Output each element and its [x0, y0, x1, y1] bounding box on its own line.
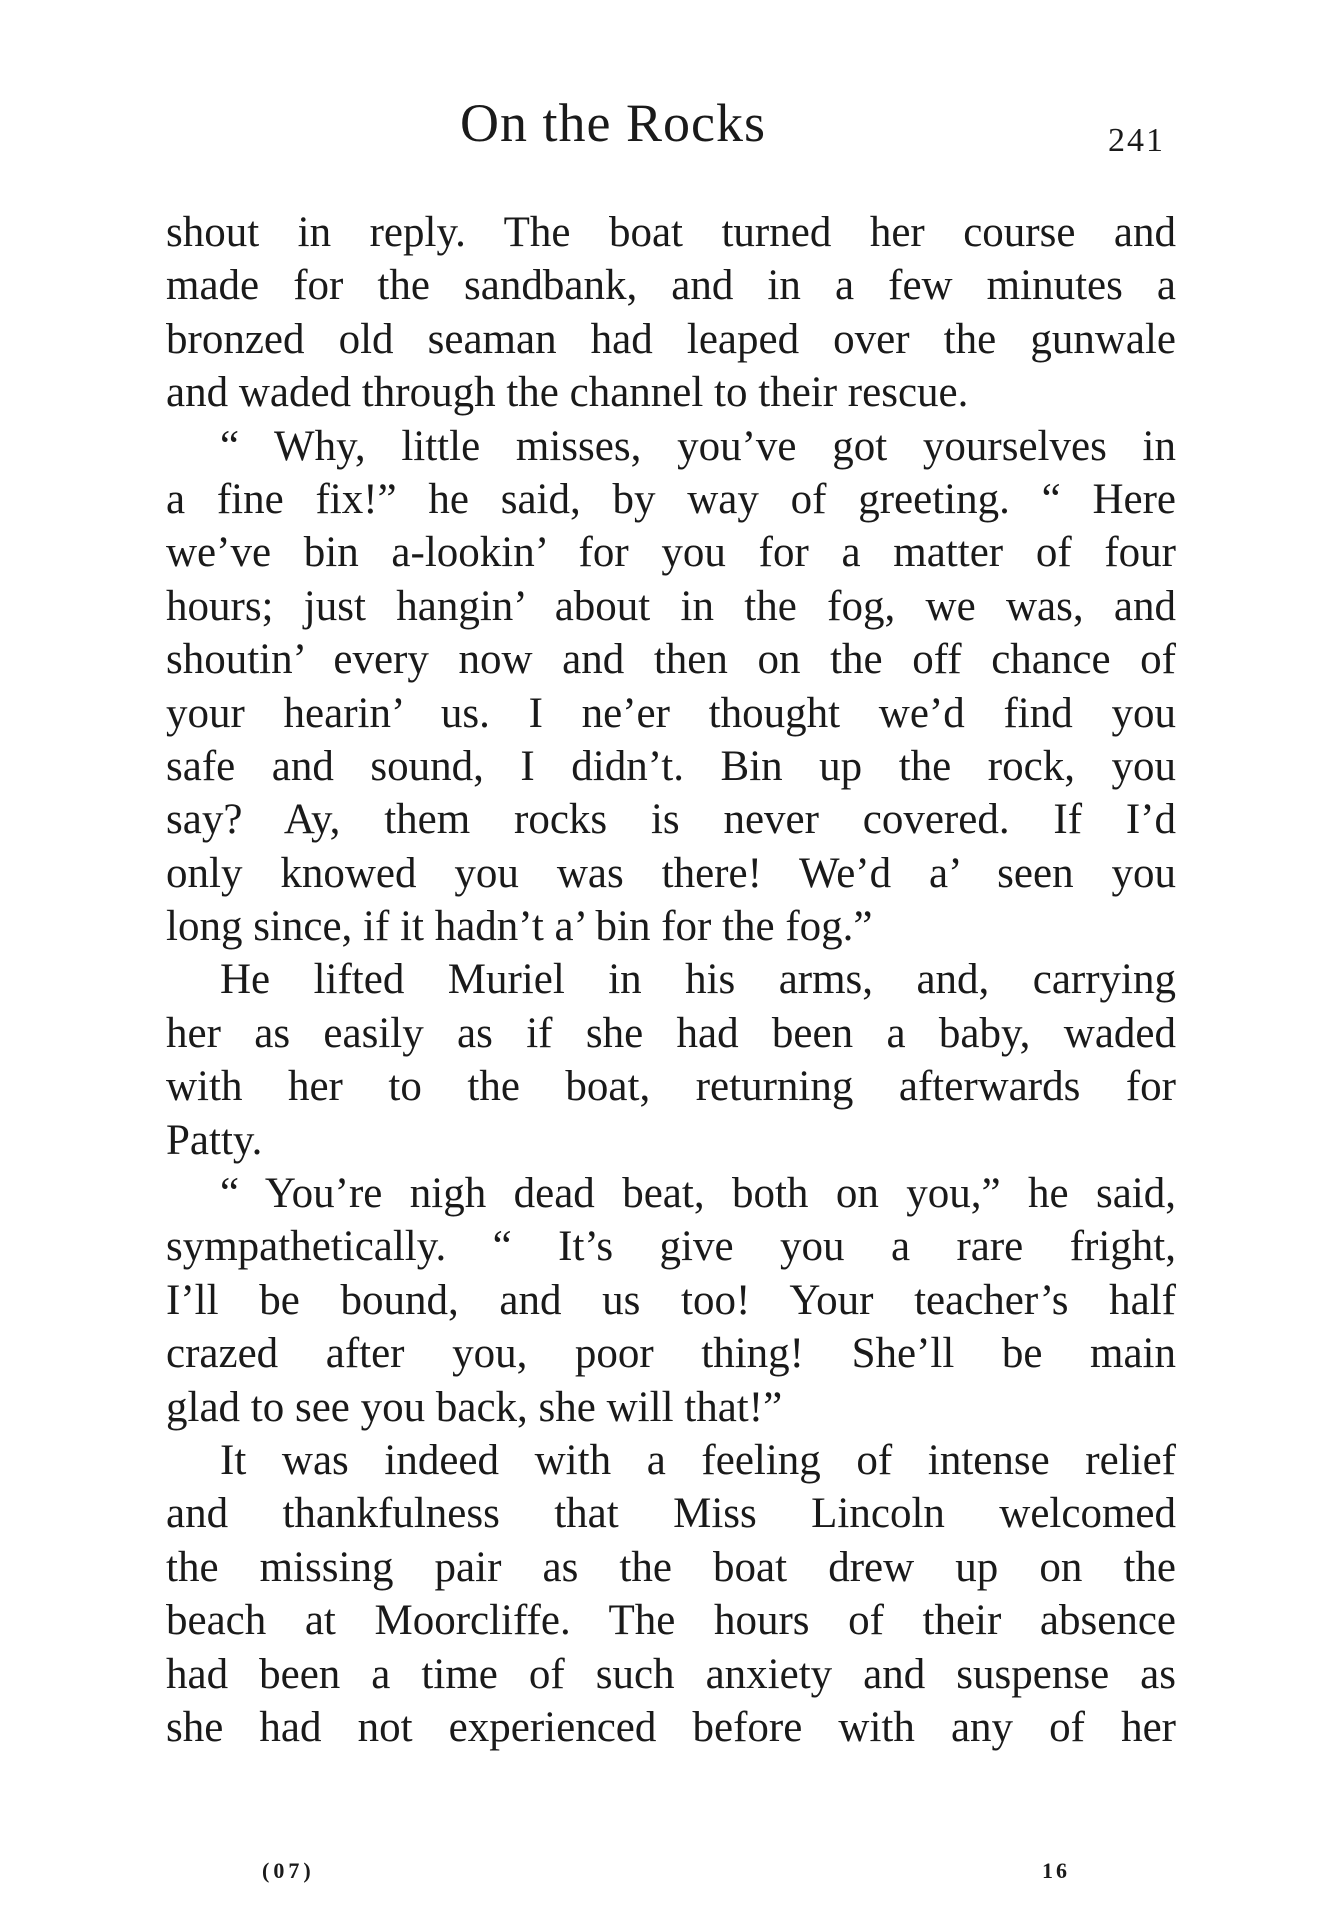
text-line: crazed after you, poor thing! She’ll be main [166, 1330, 1176, 1378]
text-line: “ Why, little misses, you’ve got yourselves in [220, 422, 1176, 470]
text-line: He lifted Muriel in his arms, and, carrying [220, 956, 1176, 1004]
text-line: had been a time of such anxiety and suspense as [166, 1650, 1176, 1698]
text-line: only knowed you was there! We’d a’ seen you [166, 849, 1176, 897]
text-line: and thankfulness that Miss Lincoln welcomed [166, 1490, 1176, 1538]
text-line: your hearin’ us. I ne’er thought we’d find you [166, 689, 1176, 737]
text-line: long since, if it hadn’t a’ bin for the fog.” [166, 903, 873, 951]
printer-signature: (07) [262, 1858, 315, 1883]
text-line: say? Ay, them rocks is never covered. If I’d [166, 796, 1176, 844]
text-line: the missing pair as the boat drew up on the [166, 1543, 1176, 1591]
text-line: she had not experienced before with any of her [166, 1703, 1176, 1751]
text-line: with her to the boat, returning afterwards for [166, 1063, 1176, 1111]
text-line: I’ll be bound, and us too! Your teacher’s half [166, 1276, 1176, 1324]
text-line: and waded through the channel to their rescue. [166, 369, 969, 417]
text-line: safe and sound, I didn’t. Bin up the rock, you [166, 742, 1176, 790]
text-line: sympathetically. “ It’s give you a rare fright, [166, 1223, 1176, 1271]
text-line: “ You’re nigh dead beat, both on you,” he said, [220, 1170, 1176, 1218]
text-line: bronzed old seaman had leaped over the gunwale [166, 315, 1176, 363]
text-line: It was indeed with a feeling of intense relief [220, 1436, 1176, 1484]
text-line: shoutin’ every now and then on the off chance of [166, 636, 1176, 684]
text-line: a fine fix!” he said, by way of greeting. “ Here [166, 475, 1176, 523]
running-title: On the Rocks [460, 93, 766, 153]
text-line: made for the sandbank, and in a few minutes a [166, 262, 1176, 310]
body-text [166, 206, 1176, 1754]
text-line: shout in reply. The boat turned her course and [166, 209, 1176, 256]
page-number: 241 [1108, 122, 1165, 159]
text-line: hours; just hangin’ about in the fog, we was, and [166, 582, 1176, 630]
text-line: Patty. [166, 1116, 263, 1164]
text-line: we’ve bin a-lookin’ for you for a matter of four [166, 529, 1176, 577]
text-line: beach at Moorcliffe. The hours of their absence [166, 1597, 1176, 1645]
text-line: glad to see you back, she will that!” [166, 1383, 783, 1431]
text-line: her as easily as if she had been a baby, waded [166, 1009, 1176, 1057]
signature-mark: 16 [1042, 1858, 1070, 1883]
